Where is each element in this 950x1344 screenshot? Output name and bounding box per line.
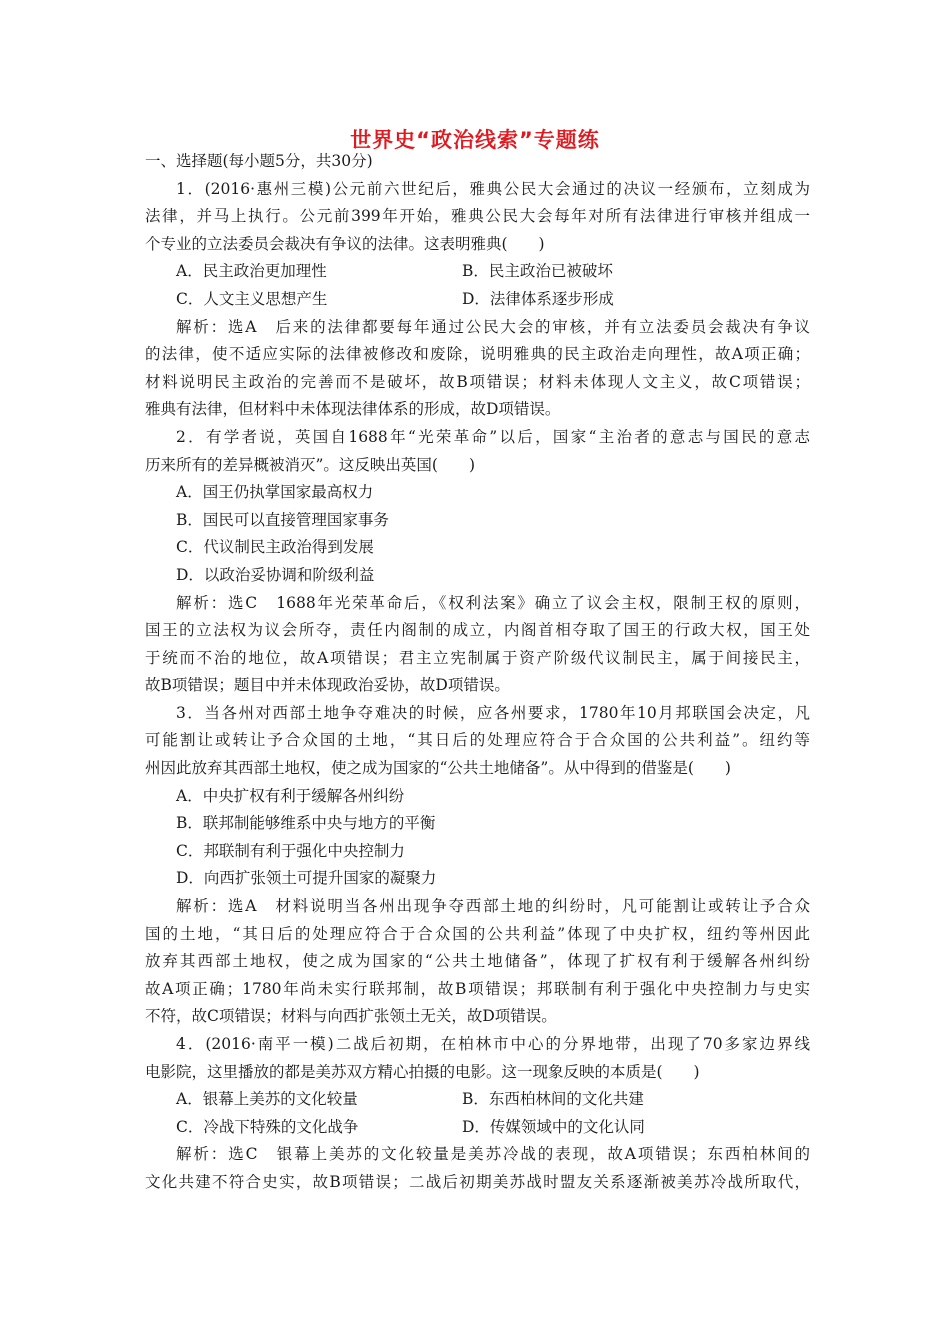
analysis-line: 文化共建不符合史实，故B项错误；二战后初期美苏战时盟友关系逐渐被美苏冷战所取代， <box>145 1172 810 1191</box>
option-row <box>145 258 810 286</box>
option-row <box>145 1086 810 1114</box>
analysis-line: 的法律，使不适应实际的法律被修改和废除，说明雅典的民主政治走向理性，故A项正确； <box>145 345 810 364</box>
option-b: B．国民可以直接管理国家事务 <box>176 510 389 529</box>
question-stem-line: 3．当各州对西部土地争夺难决的时候，应各州要求，1780年10月邦联国会决定，凡 <box>176 703 810 722</box>
option-c: C．人文主义思想产生 <box>176 289 328 308</box>
option-b: B．民主政治已被破坏 <box>462 262 613 281</box>
analysis-line: 解析：选A 后来的法律都要每年通过公民大会的审核，并有立法委员会裁决有争议 <box>176 317 810 336</box>
option-a: A．国王仍执掌国家最高权力 <box>176 483 374 502</box>
question-3 <box>145 700 810 1031</box>
analysis-line: 解析：选C 1688年光荣革命后，《权利法案》确立了议会主权，限制王权的原则， <box>176 593 810 612</box>
option-b: B．东西柏林间的文化共建 <box>462 1090 644 1109</box>
analysis-line: 故A项正确；1780年尚未实行联邦制，故B项错误；邦联制有利于强化中央控制力与史实 <box>145 979 810 998</box>
analysis-line: 雅典有法律，但材料中未体现法律体系的形成，故D项错误。 <box>145 400 561 419</box>
document-body <box>145 148 810 1197</box>
question-stem-line: 个专业的立法委员会裁决有争议的法律。这表明雅典( ) <box>145 234 545 253</box>
question-stem-line: 法律，并马上执行。公元前399年开始，雅典公民大会每年对所有法律进行审核并组成一 <box>145 207 810 226</box>
section-heading: 一、选择题(每小题5分，共30分) <box>145 152 373 170</box>
option-row <box>145 286 810 314</box>
option-d: D．传媒领域中的文化认同 <box>462 1117 645 1136</box>
option-d: D．向西扩张领土可提升国家的凝聚力 <box>176 869 437 888</box>
analysis-line: 解析：选C 银幕上美苏的文化较量是美苏冷战的表现，故A项错误；东西柏林间的 <box>176 1145 810 1164</box>
analysis-line: 解析：选A 材料说明当各州出现争夺西部土地的纠纷时，凡可能割让或转让予合众 <box>176 897 810 916</box>
option-c: C．代议制民主政治得到发展 <box>176 538 374 557</box>
question-2 <box>145 424 810 700</box>
analysis-line: 国王的立法权为议会所夺，责任内阁制的成立，内阁首相夺取了国王的行政大权，国王处 <box>145 621 810 640</box>
option-row <box>145 1114 810 1142</box>
page-title: 世界史“政治线索”专题练 <box>350 128 600 152</box>
question-4 <box>145 1031 810 1197</box>
question-stem-line: 1．(2016·惠州三模)公元前六世纪后，雅典公民大会通过的决议一经颁布，立刻成为 <box>176 179 810 198</box>
analysis-line: 于统而不治的地位，故A项错误；君主立宪制属于资产阶级代议制民主，属于间接民主， <box>145 648 810 667</box>
question-stem-line: 2．有学者说，英国自1688年“光荣革命”以后，国家“主治者的意志与国民的意志 <box>176 427 810 446</box>
analysis-line: 故B项错误；题目中并未体现政治妥协，故D项错误。 <box>145 676 510 695</box>
question-stem-line: 历来所有的差异概被消灭”。这反映出英国( ) <box>145 455 476 474</box>
question-stem-line: 州因此放弃其西部土地权，使之成为国家的“公共土地储备”。从中得到的借鉴是( ) <box>145 759 731 778</box>
option-d: D．法律体系逐步形成 <box>462 289 614 308</box>
option-c: C．邦联制有利于强化中央控制力 <box>176 841 405 860</box>
option-a: A．银幕上美苏的文化较量 <box>176 1090 358 1109</box>
question-stem-line: 4．(2016·南平一模)二战后初期，在柏林市中心的分界地带，出现了70多家边界线 <box>176 1035 810 1053</box>
option-b: B．联邦制能够维系中央与地方的平衡 <box>176 814 436 833</box>
question-1 <box>145 176 810 424</box>
analysis-line: 放弃其西部土地权，使之成为国家的“公共土地储备”，体现了扩权有利于缓解各州纠纷 <box>145 952 810 971</box>
analysis-line: 不符，故C项错误；材料与向西扩张领土无关，故D项错误。 <box>145 1007 557 1026</box>
option-a: A．民主政治更加理性 <box>176 262 327 281</box>
option-a: A．中央扩权有利于缓解各州纠纷 <box>176 786 405 805</box>
question-stem-line: 可能割让或转让予合众国的土地，“其日后的处理应符合于合众国的公共利益”。纽约等 <box>145 731 810 750</box>
analysis-line: 材料说明民主政治的完善而不是破坏，故B项错误；材料未体现人文主义，故C项错误； <box>145 372 810 391</box>
option-c: C．冷战下特殊的文化战争 <box>176 1117 359 1136</box>
question-stem-line: 电影院，这里播放的都是美苏双方精心拍摄的电影。这一现象反映的本质是( ) <box>145 1062 700 1081</box>
option-d: D．以政治妥协调和阶级利益 <box>176 565 375 584</box>
analysis-line: 国的土地，“其日后的处理应符合于合众国的公共利益”体现了中央扩权，纽约等州因此 <box>145 924 810 943</box>
